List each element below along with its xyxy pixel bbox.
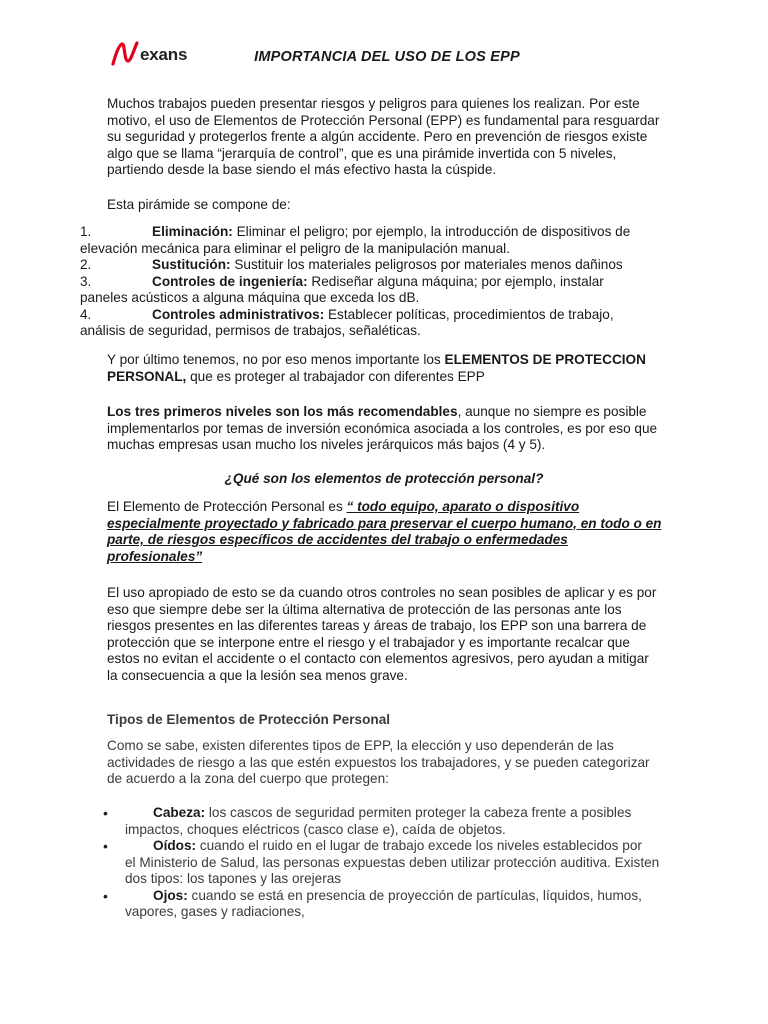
list-number: 1. bbox=[80, 224, 92, 239]
type-term: Cabeza: bbox=[153, 805, 206, 820]
levels-paragraph: Los tres primeros niveles son los más recomendables, aunque no siempre es posible implementarlos por temas de inversión económica asociada a los controles, es por eso que muchas empresas usan mucho los niveles jerárquicos más bajos (4 y 5). bbox=[107, 404, 658, 452]
control-hierarchy-list bbox=[80, 224, 663, 340]
bullet-icon: • bbox=[103, 805, 108, 821]
intro-paragraph: Muchos trabajos pueden presentar riesgos y peligros para quienes los realizan. Por este motivo, el uso de Elementos de Protección Personal (EPP) es fundamental para resguardar su seguridad y protegerlos frente a algún accidente. Pero en prevención de riesgos existe algo que se llama “jerarquía de control”, que es una pirámide invertida con 5 niveles, partiendo desde la base siendo el más efectivo hasta la cúspide. bbox=[107, 96, 660, 177]
level-term: Eliminación: bbox=[152, 224, 233, 239]
list-item: 2. Sustitución: Sustituir los materiales peligrosos por materiales menos dañinos bbox=[80, 257, 623, 272]
list-number: 2. bbox=[80, 257, 92, 272]
epp-paragraph: Y por último tenemos, no por eso menos importante los ELEMENTOS DE PROTECCION PERSONAL, que es proteger al trabajador con diferentes EPP bbox=[107, 352, 646, 384]
pyramid-intro: Esta pirámide se compone de: bbox=[107, 197, 291, 212]
type-term: Ojos: bbox=[153, 887, 188, 903]
bullet-icon: • bbox=[103, 887, 108, 904]
list-item: • Ojos: cuando se está en presencia de proyección de partículas, líquidos, humos, vapores, gases y radiaciones, bbox=[103, 887, 642, 919]
list-item: 4. Controles administrativos: Establecer políticas, procedimientos de trabajo, análisis de seguridad, permisos de trabajos, señaléticas. bbox=[80, 306, 614, 338]
types-heading: Tipos de Elementos de Protección Personal bbox=[107, 712, 391, 727]
level-term: Sustitución: bbox=[152, 257, 231, 272]
usage-paragraph: El uso apropiado de esto se da cuando otros controles no sean posibles de aplicar y es por eso que siempre debe ser la última alternativa de protección de las personas ante los riesgos presentes en las diferentes tareas y áreas de trabajo, los EPP son una barrera de protección que se interpone entre el riesgo y el trabajador y es importante recalcar que estos no evitan el accidente o el contacto con elementos agresivos, pero ayudan a mitigar la consecuencia a que la lesión sea menos grave. bbox=[107, 585, 657, 683]
list-item: 1. Eliminación: Eliminar el peligro; por ejemplo, la introducción de dispositivos de elevación mecánica para eliminar el peligro de la manipulación manual. bbox=[80, 224, 631, 256]
definition-quote: “ todo equipo, aparato o dispositivo especialmente proyectado y fabricado para preservar el cuerpo humano, en todo o en parte, de riesgos específicos de accidentes del trabajo o enfermedades profesionales” bbox=[107, 499, 662, 564]
types-intro: Como se sabe, existen diferentes tipos de EPP, la elección y uso dependerán de las actividades de riesgo a las que estén expuestos los trabajadores, y se pueden categorizar de acuerdo a la zona del cuerpo que protegen: bbox=[107, 738, 650, 786]
definition-paragraph: El Elemento de Protección Personal es “ todo equipo, aparato o dispositivo especialmente proyectado y fabricado para preservar el cuerpo humano, en todo o en parte, de riesgos específicos de accidentes del trabajo o enfermedades profesionales” bbox=[107, 499, 662, 564]
list-number: 3. bbox=[80, 273, 92, 289]
section-subtitle: ¿Qué son los elementos de protección personal? bbox=[224, 471, 544, 486]
logo-text: exans bbox=[140, 44, 188, 64]
list-item: • Cabeza: los cascos de seguridad permiten proteger la cabeza frente a posibles impactos, choques eléctricos (casco clase e), caída de objetos. bbox=[103, 805, 632, 837]
level-term: Controles de ingeniería: bbox=[152, 273, 308, 289]
epp-types-list bbox=[103, 805, 663, 921]
list-number: 4. bbox=[80, 306, 92, 322]
document-title: IMPORTANCIA DEL USO DE LOS EPP bbox=[254, 49, 520, 65]
type-term: Oídos: bbox=[153, 838, 197, 853]
bullet-icon: • bbox=[103, 838, 108, 854]
list-item: • Oídos: cuando el ruido en el lugar de trabajo excede los niveles establecidos por el Ministerio de Salud, las personas expuestas deben utilizar protección auditiva. Existen dos tipos: los tapones y las orejeras bbox=[103, 838, 660, 886]
level-term: Controles administrativos: bbox=[152, 306, 325, 322]
list-item: 3. Controles de ingeniería: Rediseñar alguna máquina; por ejemplo, instalar paneles acústicos a alguna máquina que exceda los dB. bbox=[80, 273, 604, 305]
